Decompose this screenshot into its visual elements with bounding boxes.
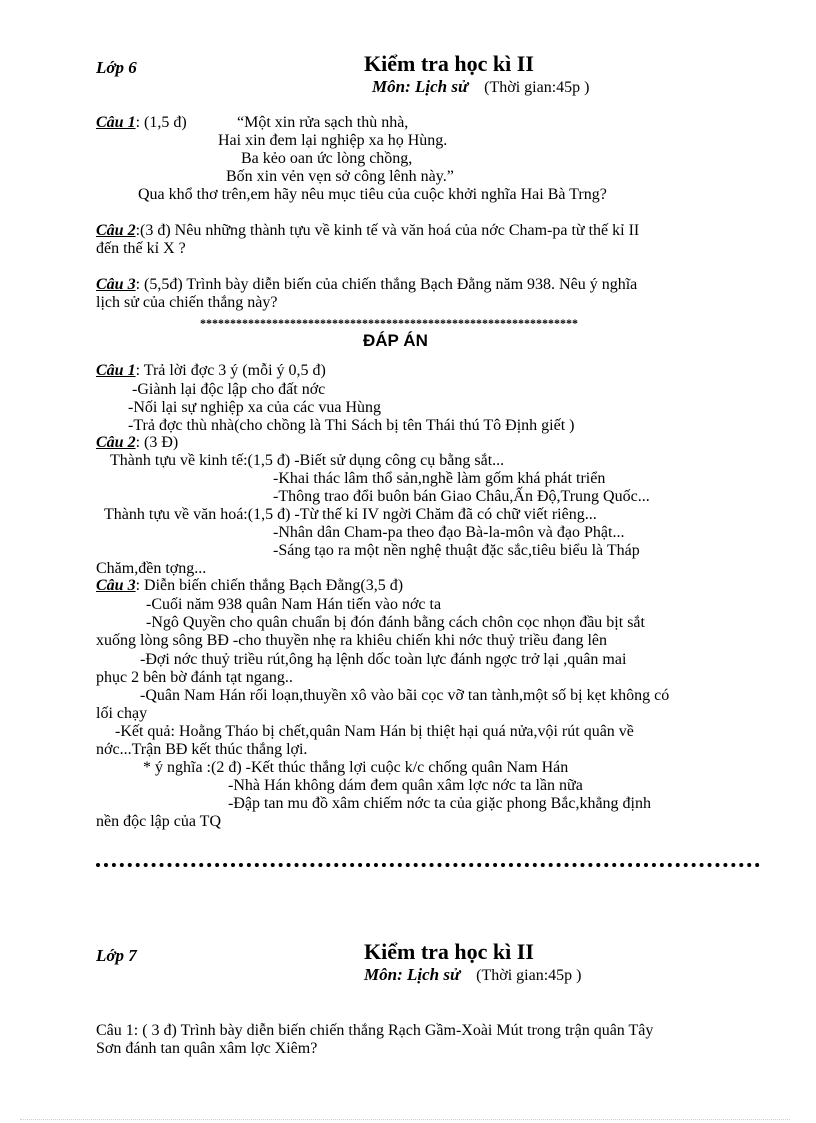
answer-3-line-8: -Kết quả: Hoằng Tháo bị chết,quân Nam Hán bị thiệt hại quá nửa,vội rút quân về bbox=[115, 723, 634, 740]
question-2-line-2: đến thế kỉ X ? bbox=[96, 240, 186, 257]
answer-3-line-5: phục 2 bên bờ đánh tạt ngang.. bbox=[96, 669, 293, 686]
answer-3-text: : Diễn biến chiến thắng Bạch Đằng(3,5 đ) bbox=[135, 577, 404, 594]
answer-3-line-12: -Đập tan mu đồ xâm chiếm nớc ta của giặc phong Bắc,khẳng định bbox=[228, 795, 651, 812]
question-3 bbox=[96, 276, 637, 294]
answer-2-score: : (3 Đ) bbox=[135, 434, 179, 451]
poem-line-1: “Một xin rửa sạch thù nhà, bbox=[237, 114, 409, 131]
question-3-line-2: lịch sử của chiến thắng này? bbox=[96, 294, 278, 311]
answer-1-item-2: -Nối lại sự nghiệp xa của các vua Hùng bbox=[128, 399, 382, 416]
answer-2-line-1: Thành tựu về kinh tế:(1,5 đ) -Biết sử dụng công cụ bằng sắt... bbox=[110, 452, 505, 469]
answer-1 bbox=[96, 362, 326, 380]
exam-title-2: Kiểm tra học kì II bbox=[364, 939, 534, 964]
answer-2-line-5: -Nhân dân Cham-pa theo đạo Bà-la-môn và đạo Phật... bbox=[273, 524, 625, 541]
answer-1-label: Câu 1 bbox=[96, 362, 136, 379]
answer-3-line-10: * ý nghĩa :(2 đ) -Kết thúc thắng lợi cuộc k/c chống quân Nam Hán bbox=[143, 759, 569, 776]
question-1-label: Câu 1 bbox=[96, 114, 136, 131]
section-2-question-1: Câu 1: ( 3 đ) Trình bày diễn biến chiến thắng Rạch Gầm-Xoài Mút trong trận quân Tây bbox=[96, 1022, 654, 1039]
answer-2-label: Câu 2 bbox=[96, 434, 136, 451]
star-separator: *************************************************************** bbox=[200, 316, 578, 330]
question-2-label: Câu 2 bbox=[96, 222, 136, 239]
answer-3 bbox=[96, 577, 403, 595]
question-3-text: : (5,5đ) Trình bày diễn biến của chiến thắng Bạch Đằng năm 938. Nêu ý nghĩa bbox=[135, 276, 638, 293]
answer-3-line-3: xuống lòng sông BĐ -cho thuyền nhẹ ra khiêu chiến khi nớc thuỷ triều đang lên bbox=[96, 632, 608, 649]
question-2-text: :(3 đ) Nêu những thành tựu về kinh tế và văn hoá của nớc Cham-pa từ thế kỉ II bbox=[135, 222, 640, 239]
subject: Môn: Lịch sử bbox=[372, 77, 469, 96]
question-1 bbox=[96, 114, 187, 132]
subject-line-2 bbox=[364, 966, 581, 985]
question-1-prompt: Qua khổ thơ trên,em hãy nêu mục tiêu của cuộc khởi nghĩa Hai Bà Trng? bbox=[138, 186, 607, 203]
answer-3-line-6: -Quân Nam Hán rối loạn,thuyền xô vào bãi cọc vỡ tan tành,một số bị kẹt không có bbox=[140, 687, 670, 704]
answer-2-line-7: Chăm,đền tợng... bbox=[96, 560, 207, 577]
exam-title: Kiểm tra học kì II bbox=[364, 51, 534, 76]
answer-1-item-1: -Giành lại độc lập cho đất nớc bbox=[132, 381, 326, 398]
answer-2-line-6: -Sáng tạo ra một nền nghệ thuật đặc sắc,tiêu biểu là Tháp bbox=[273, 542, 640, 559]
question-1-score: : (1,5 đ) bbox=[135, 114, 187, 131]
answer-2-line-2: -Khai thác lâm thổ sản,nghề làm gốm khá phát triển bbox=[273, 470, 606, 487]
section-divider bbox=[96, 863, 760, 867]
answer-title: ĐÁP ÁN bbox=[363, 331, 428, 350]
subject-2: Môn: Lịch sử bbox=[364, 965, 461, 984]
answer-3-line-4: -Đợi nớc thuỷ triều rút,ông hạ lệnh dốc toàn lực đánh ngợc trở lại ,quân mai bbox=[140, 651, 627, 668]
answer-2 bbox=[96, 434, 178, 452]
time-limit-2: (Thời gian:45p ) bbox=[476, 967, 582, 984]
answer-3-line-11: -Nhà Hán không dám đem quân xâm lợc nớc ta lần nữa bbox=[228, 777, 583, 794]
answer-2-line-3: -Thông trao đổi buôn bán Giao Châu,Ấn Độ,Trung Quốc... bbox=[273, 488, 650, 505]
answer-3-label: Câu 3 bbox=[96, 577, 136, 594]
answer-3-line-1: -Cuối năm 938 quân Nam Hán tiến vào nớc ta bbox=[146, 596, 442, 613]
poem-line-2: Hai xin đem lại nghiệp xa họ Hùng. bbox=[218, 132, 448, 149]
answer-3-line-7: lối chạy bbox=[96, 705, 148, 722]
class-label: Lớp 6 bbox=[96, 58, 137, 77]
answer-3-line-2: -Ngô Quyền cho quân chuẩn bị đón đánh bằng cách chôn cọc nhọn đầu bịt sắt bbox=[146, 614, 645, 631]
poem-line-3: Ba kẻo oan ức lòng chồng, bbox=[241, 150, 413, 167]
time-limit: (Thời gian:45p ) bbox=[484, 79, 590, 96]
question-2 bbox=[96, 222, 639, 240]
answer-3-line-9: nớc...Trận BĐ kết thúc thắng lợi. bbox=[96, 741, 308, 758]
poem-line-4: Bốn xin vẻn vẹn sở công lênh này.” bbox=[226, 168, 454, 185]
question-3-label: Câu 3 bbox=[96, 276, 136, 293]
answer-1-item-3: -Trả đợc thù nhà(cho chồng là Thi Sách bị tên Thái thú Tô Định giết ) bbox=[128, 417, 575, 434]
answer-2-line-4: Thành tựu về văn hoá:(1,5 đ) -Từ thế kỉ IV ngời Chăm đã có chữ viết riêng... bbox=[104, 506, 597, 523]
section-2-question-1-line-2: Sơn đánh tan quân xâm lợc Xiêm? bbox=[96, 1040, 318, 1057]
subject-line bbox=[372, 78, 589, 97]
answer-3-line-13: nền độc lập của TQ bbox=[96, 813, 221, 830]
page-bottom-rule bbox=[20, 1119, 790, 1120]
answer-1-text: : Trả lời đợc 3 ý (mỗi ý 0,5 đ) bbox=[135, 362, 326, 379]
class-label-2: Lớp 7 bbox=[96, 946, 137, 965]
